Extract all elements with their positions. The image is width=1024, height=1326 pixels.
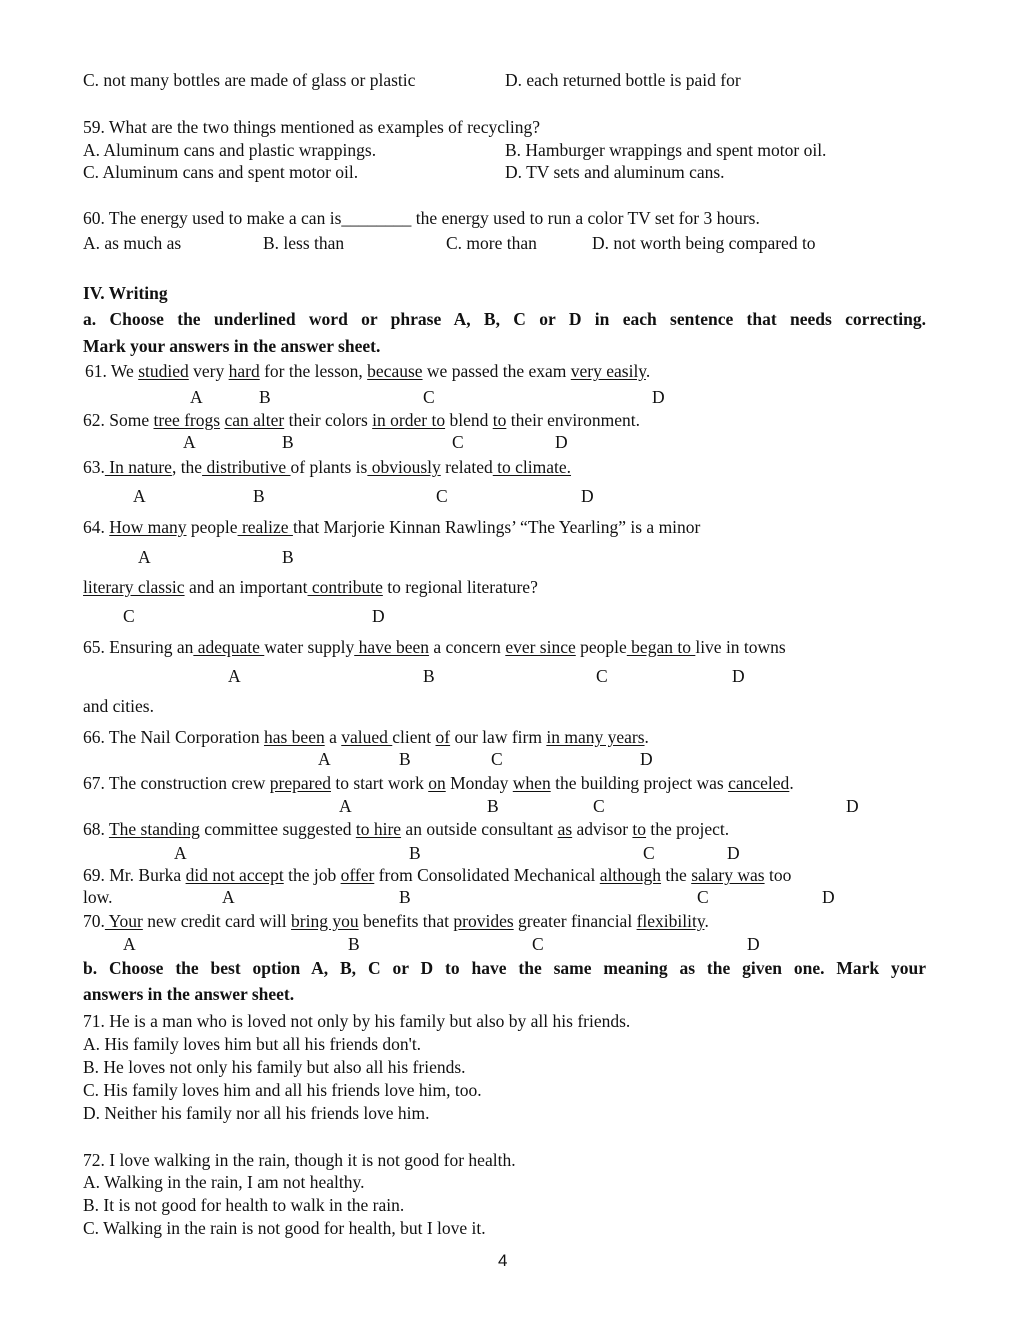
q70-sentence: 70. Your new credit card will bring you benefits that provides greater financial flexibility. [83,911,709,931]
q62-underline-b: can alter [224,410,285,430]
q69-label-d: D [822,887,835,907]
part-b-instruction-line2: answers in the answer sheet. [83,984,295,1004]
q67-label-a: A [339,796,352,816]
q65-underline-a: adequate [193,637,265,657]
q62-label-d: D [555,432,568,452]
q63-label-b: B [253,486,265,506]
q65-label-d: D [732,666,745,686]
q66-underline-b: valued [341,727,393,747]
q63-underline-d: to climate. [492,457,572,477]
q69-label-a: A [222,887,235,907]
q71-option-b: B. He loves not only his family but also all his friends. [83,1057,466,1077]
q69-sentence-line1: 69. Mr. Burka did not accept the job offer from Consolidated Mechanical although the salary was too [83,865,792,885]
q66-underline-a: has been [263,727,325,747]
q64-label-b: B [282,547,294,567]
q66-label-c: C [491,749,503,769]
part-a-instruction-line1: a. Choose the underlined word or phrase A, B, C or D in each sentence that needs correcting. [83,309,926,329]
q63-label-a: A [133,486,146,506]
q64-label-a: A [138,547,151,567]
q60-option-d: D. not worth being compared to [592,233,816,253]
q68-underline-c: as [557,819,573,839]
q60-option-c: C. more than [446,233,537,253]
q61-sentence: 61. We studied very hard for the lesson, because we passed the exam very easily. [85,361,651,381]
q65-label-a: A [228,666,241,686]
q60-blank: ________ [341,208,412,228]
q67-label-b: B [487,796,499,816]
q67-underline-d: canceled [728,773,790,793]
q63-label-c: C [436,486,448,506]
q60-stem: 60. The energy used to make a can is________ the energy used to run a color TV set for 3 hours. [83,208,760,228]
q68-label-b: B [409,843,421,863]
q70-underline-d: flexibility [636,911,705,931]
q67-underline-c: when [512,773,551,793]
page-number: 4 [498,1251,508,1270]
q66-label-a: A [318,749,331,769]
q71-option-a: A. His family loves him but all his friends don't. [83,1034,422,1054]
q69-underline-d: salary was [691,865,765,885]
q61-label-d: D [652,387,665,407]
part-a-instruction-line2: Mark your answers in the answer sheet. [83,336,381,356]
q59-option-c: C. Aluminum cans and spent motor oil. [83,162,359,182]
q68-label-a: A [174,843,187,863]
q63-label-d: D [581,486,594,506]
q62-label-a: A [183,432,196,452]
q64-sentence-line2: literary classic and an important contribute to regional literature? [83,577,538,597]
q63-underline-c: obviously [367,457,441,477]
q62-underline-d: to [492,410,507,430]
q65-underline-d: began to [626,637,696,657]
q70-label-c: C [532,934,544,954]
q72-option-a: A. Walking in the rain, I am not healthy. [83,1172,365,1192]
q62-underline-c: in order to [372,410,446,430]
q68-underline-b: to hire [355,819,402,839]
q70-underline-c: provides [453,911,514,931]
q67-label-c: C [593,796,605,816]
q65-underline-c: ever since [505,637,576,657]
q67-label-d: D [846,796,859,816]
q65-underline-b: have been [354,637,430,657]
q70-label-a: A [123,934,136,954]
q66-label-d: D [640,749,653,769]
q63-underline-a: In nature [104,457,172,477]
q70-underline-b: bring you [291,911,359,931]
q64-underline-c: literary classic [83,577,185,597]
q68-label-d: D [727,843,740,863]
q66-sentence: 66. The Nail Corporation has been a valued client of our law firm in many years. [83,727,649,747]
q67-sentence: 67. The construction crew prepared to start work on Monday when the building project was canceled. [83,773,794,793]
q61-label-c: C [423,387,435,407]
q67-underline-b: on [428,773,446,793]
q70-label-b: B [348,934,360,954]
q61-underline-c: because [367,361,423,381]
q62-label-b: B [282,432,294,452]
q72-stem: 72. I love walking in the rain, though it is not good for health. [83,1150,516,1170]
q61-label-a: A [190,387,203,407]
q64-underline-d: contribute [307,577,383,597]
q72-option-b: B. It is not good for health to walk in the rain. [83,1195,405,1215]
section-title: IV. Writing [83,283,168,303]
q71-option-c: C. His family loves him and all his friends love him, too. [83,1080,482,1100]
q71-stem: 71. He is a man who is loved not only by his family but also by all his friends. [83,1011,631,1031]
q65-label-c: C [596,666,608,686]
q61-underline-a: studied [138,361,189,381]
q63-sentence: 63. In nature, the distributive of plants is obviously related to climate. [83,457,572,477]
q61-underline-d: very easily [570,361,646,381]
q59-option-a: A. Aluminum cans and plastic wrappings. [83,140,377,160]
q59-option-d: D. TV sets and aluminum cans. [505,162,725,182]
q64-sentence-line1: 64. How many people realize that Marjorie Kinnan Rawlings’ “The Yearling” is a minor [83,517,701,537]
q67-underline-a: prepared [269,773,331,793]
q71-option-d: D. Neither his family nor all his friends love him. [83,1103,430,1123]
q68-label-c: C [643,843,655,863]
q64-underline-b: realize [237,517,293,537]
q65-sentence-line1: 65. Ensuring an adequate water supply have been a concern ever since people began to live in towns [83,637,786,657]
q60-option-b: B. less than [263,233,345,253]
q69-underline-a: did not accept [185,865,284,885]
q69-sentence-line2: low. [83,887,113,907]
q66-underline-c: of [435,727,451,747]
q64-label-c: C [123,606,135,626]
q70-label-d: D [747,934,760,954]
part-b-instruction-line1: b. Choose the best option A, B, C or D to have the same meaning as the given one. Mark your [83,958,926,978]
q64-label-d: D [372,606,385,626]
q70-underline-a: Your [104,911,143,931]
q61-underline-b: hard [228,361,260,381]
q66-label-b: B [399,749,411,769]
q59-option-b: B. Hamburger wrappings and spent motor oil. [505,140,827,160]
q63-underline-b: distributive [202,457,291,477]
q69-label-b: B [399,887,411,907]
q58-option-d: D. each returned bottle is paid for [505,70,741,90]
q62-underline-a: tree frogs [153,410,221,430]
q66-underline-d: in many years [546,727,645,747]
q58-option-c: C. not many bottles are made of glass or plastic [83,70,416,90]
q72-option-c: C. Walking in the rain is not good for health, but I love it. [83,1218,486,1238]
q59-stem: 59. What are the two things mentioned as examples of recycling? [83,117,540,137]
q62-label-c: C [452,432,464,452]
q60-option-a: A. as much as [83,233,182,253]
q61-label-b: B [259,387,271,407]
q68-underline-a: The standing [108,819,200,839]
q65-label-b: B [423,666,435,686]
q69-label-c: C [697,887,709,907]
q69-underline-b: offer [340,865,375,885]
q64-underline-a: How many [109,517,187,537]
q68-underline-d: to [632,819,647,839]
q69-underline-c: although [599,865,662,885]
q68-sentence: 68. The standing committee suggested to hire an outside consultant as advisor to the project. [83,819,730,839]
q62-sentence: 62. Some tree frogs can alter their colors in order to blend to their environment. [83,410,640,430]
q65-sentence-line2: and cities. [83,696,154,716]
